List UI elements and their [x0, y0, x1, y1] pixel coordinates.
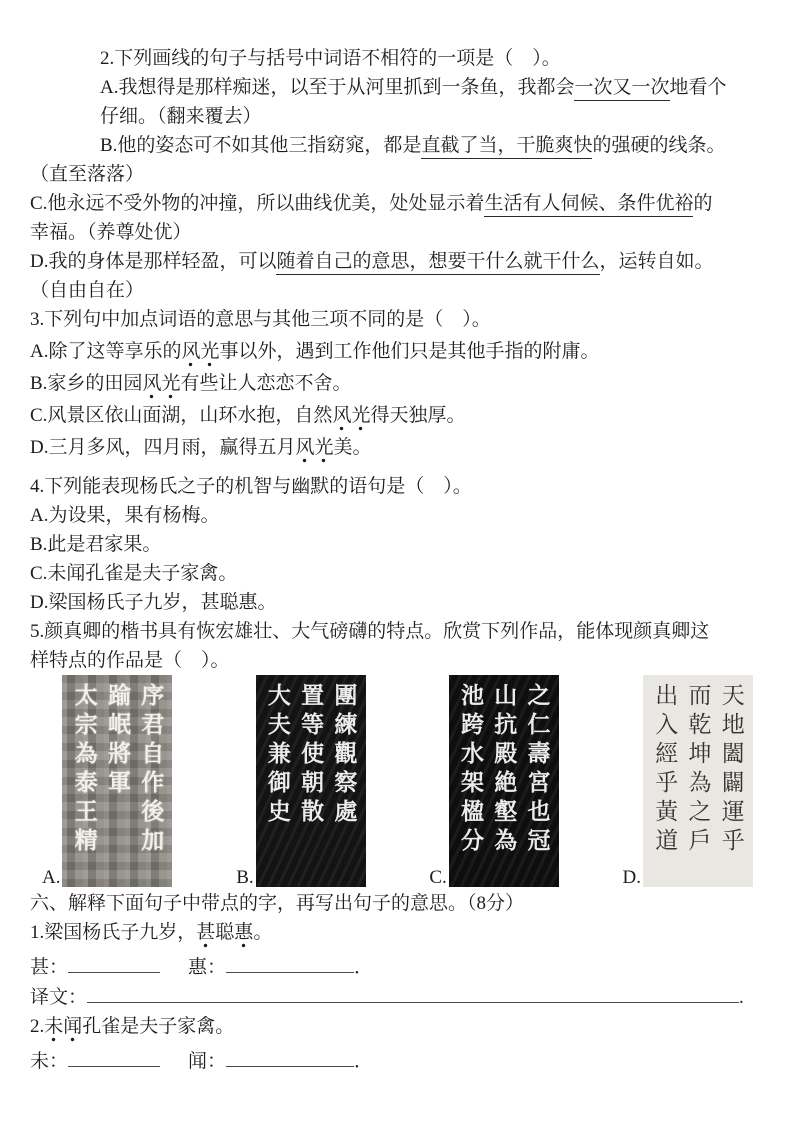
answer-blank: [68, 1046, 160, 1067]
answer-blank: [226, 1046, 354, 1067]
q2-option-a-line1: [30, 73, 765, 102]
figure-d-label: D.: [622, 867, 641, 888]
q3-c-post: 得天独厚。: [370, 405, 466, 426]
section6-heading: [30, 889, 765, 918]
q2-b-pre: B.他的姿态可不如其他三指窈窕，都是: [100, 135, 422, 156]
q2-option-a-line2: [30, 102, 765, 131]
q3-d-pre: D.三月多风，四月雨，赢得五月: [30, 437, 296, 458]
q3-a-post: 事以外，遇到工作他们只是其他手指的附庸。: [219, 341, 600, 362]
q3-stem: [30, 305, 765, 334]
section6-item2-blanks: [30, 1046, 765, 1076]
q2-c-post: 的: [693, 193, 713, 214]
translation-label: 译文：: [30, 986, 88, 1008]
q4-a-text: A.为设果，果有杨梅。: [30, 505, 220, 526]
q2-d-post: ，运转自如。: [599, 251, 714, 272]
q5-stem-line2: [30, 646, 765, 675]
q2-b-underlined: 直截了当，干脆爽快: [421, 135, 592, 159]
q2-a-post: 地看个: [669, 77, 727, 98]
section6-heading-text: 六、解释下面句子中带点的字，再写出句子的意思。（8分）: [30, 893, 525, 914]
q4-option-d: [30, 588, 765, 617]
q3-stem-text: 3.下列句中加点词语的意思与其他三项不同的是（ ）。: [30, 309, 491, 330]
s6-item1-pre: 1.梁国杨氏子九岁，: [30, 922, 197, 943]
calligraphy-option-c: [429, 675, 558, 887]
answer-blank: [226, 952, 354, 973]
section6-translation-line: [30, 982, 765, 1012]
s6-item1-dotted1: 甚: [196, 922, 215, 948]
q4-option-a: [30, 501, 765, 530]
q4-d-text: D.梁国杨氏子九岁，甚聪惠。: [30, 592, 277, 613]
blank-label-shen: 甚：: [30, 956, 69, 978]
calligraphy-option-b: [236, 675, 365, 887]
q3-d-post: 美。: [333, 437, 372, 458]
calligraphy-column: 山抗殿絶壑為: [491, 683, 517, 857]
q2-b-post: 的强硬的线条。: [592, 135, 726, 156]
q3-b-dotted: 风光: [142, 373, 180, 399]
calligraphy-rubbing-image-c: [449, 675, 559, 887]
calligraphy-column: 之仁壽宮也冠: [524, 683, 550, 857]
q4-option-b: [30, 530, 765, 559]
figure-b-label: B.: [236, 867, 254, 888]
s6-item1-post: 。: [253, 922, 273, 943]
s6-item2-pre: 2.: [30, 1015, 45, 1037]
q4-b-text: B.此是君家果。: [30, 534, 162, 555]
figure-c-label: C.: [429, 867, 447, 888]
calligraphy-column: 置等使朝散: [298, 683, 324, 828]
q2-option-d-line2: [30, 276, 765, 305]
calligraphy-rubbing-image-a: [62, 675, 172, 887]
q2-c-cont: 幸福。（养尊处优）: [30, 222, 192, 243]
q3-c-dotted: 风光: [332, 405, 370, 431]
blank-period: ．: [354, 956, 374, 978]
calligraphy-column: 序君自作後加: [138, 683, 164, 857]
q3-option-d: [30, 433, 765, 462]
calligraphy-column: 而乾坤為之戶: [685, 683, 711, 857]
q2-b-cont: （直至落落）: [30, 164, 145, 185]
q4-c-text: C.未闻孔雀是夫子家禽。: [30, 563, 238, 584]
q3-a-pre: A.除了这等享乐的: [30, 341, 182, 362]
calligraphy-column: 大夫兼御史: [264, 683, 290, 828]
q4-stem-text: 4.下列能表现杨氏之子的机智与幽默的语句是（ ）。: [30, 476, 472, 497]
q2-option-b-line1: [30, 131, 765, 160]
calligraphy-option-d: [623, 675, 753, 887]
q2-d-pre: D.我的身体是那样轻盈，可以: [30, 251, 277, 272]
q2-d-cont: （自由自在）: [30, 280, 145, 301]
figure-a-label: A.: [42, 867, 61, 888]
calligraphy-column: 踰岷將軍: [104, 683, 130, 799]
q2-a-cont: 仔细。（翻来覆去）: [100, 106, 262, 127]
q3-a-dotted: 风光: [181, 341, 219, 367]
q5-stem-text2: 样特点的作品是（ ）。: [30, 650, 230, 671]
q3-b-pre: B.家乡的田园: [30, 373, 143, 394]
blank-label-hui: 惠：: [188, 956, 227, 978]
q2-option-b-line2: [30, 160, 765, 189]
q2-option-c-line1: [30, 189, 765, 218]
blank-label-wei: 未：: [30, 1050, 69, 1072]
q2-stem: [30, 44, 765, 73]
s6-item2-dotted: 未闻: [44, 1016, 82, 1042]
q2-d-underlined: 随着自己的意思，想要干什么就干什么: [276, 251, 599, 275]
q5-stem-text1: 5.颜真卿的楷书具有恢宏雄壮、大气磅礴的特点。欣赏下列作品，能体现颜真卿这: [30, 621, 710, 642]
q4-stem: [30, 472, 765, 501]
s6-item1-mid: 聪: [215, 922, 235, 943]
s6-item2-post: 孔雀是夫子家禽。: [82, 1015, 235, 1037]
calligraphy-rubbing-image-b: [256, 675, 366, 887]
calligraphy-column: 團練觀察處: [331, 683, 357, 828]
calligraphy-ink-image-d: [643, 675, 753, 887]
q2-option-d-line1: [30, 247, 765, 276]
q2-a-pre: A.我想得是那样痴迷，以至于从河里抓到一条鱼，我都会: [100, 77, 575, 98]
section6-item2: [30, 1012, 765, 1041]
translation-period: .: [739, 986, 744, 1008]
calligraphy-column: 太宗為泰王精: [71, 683, 97, 857]
section6-item1-blanks: [30, 952, 765, 982]
answer-blank: [68, 952, 160, 973]
q2-stem-text: 2.下列画线的句子与括号中词语不相符的一项是（ ）。: [100, 48, 561, 69]
q5-stem-line1: [30, 617, 765, 646]
section6-item1: [30, 918, 765, 947]
q2-c-underlined: 生活有人伺候、条件优裕: [484, 193, 693, 217]
calligraphy-figures-row: [30, 675, 765, 887]
calligraphy-option-a: [42, 675, 172, 887]
blank-period: ．: [354, 1050, 374, 1072]
s6-item1-dotted2: 惠: [234, 922, 253, 948]
q3-c-pre: C.风景区依山面湖，山环水抱，自然: [30, 405, 333, 426]
q4-option-c: [30, 559, 765, 588]
q2-a-underlined: 一次又一次: [574, 77, 669, 101]
q3-option-c: [30, 401, 765, 430]
translation-blank: [87, 982, 739, 1003]
q2-c-pre: C.他永远不受外物的冲撞，所以曲线优美，处处显示着: [30, 193, 485, 214]
q3-b-post: 有些让人恋恋不舍。: [180, 373, 352, 394]
q2-option-c-line2: [30, 218, 765, 247]
q3-option-b: [30, 369, 765, 398]
calligraphy-column: 池跨水架楹分: [458, 683, 484, 857]
q3-option-a: [30, 337, 765, 366]
calligraphy-column: 天地闔闢運乎: [718, 683, 744, 857]
blank-label-wen: 闻：: [188, 1050, 227, 1072]
q3-d-dotted: 风光: [295, 437, 333, 463]
calligraphy-column: 出入經乎黃道: [652, 683, 678, 857]
